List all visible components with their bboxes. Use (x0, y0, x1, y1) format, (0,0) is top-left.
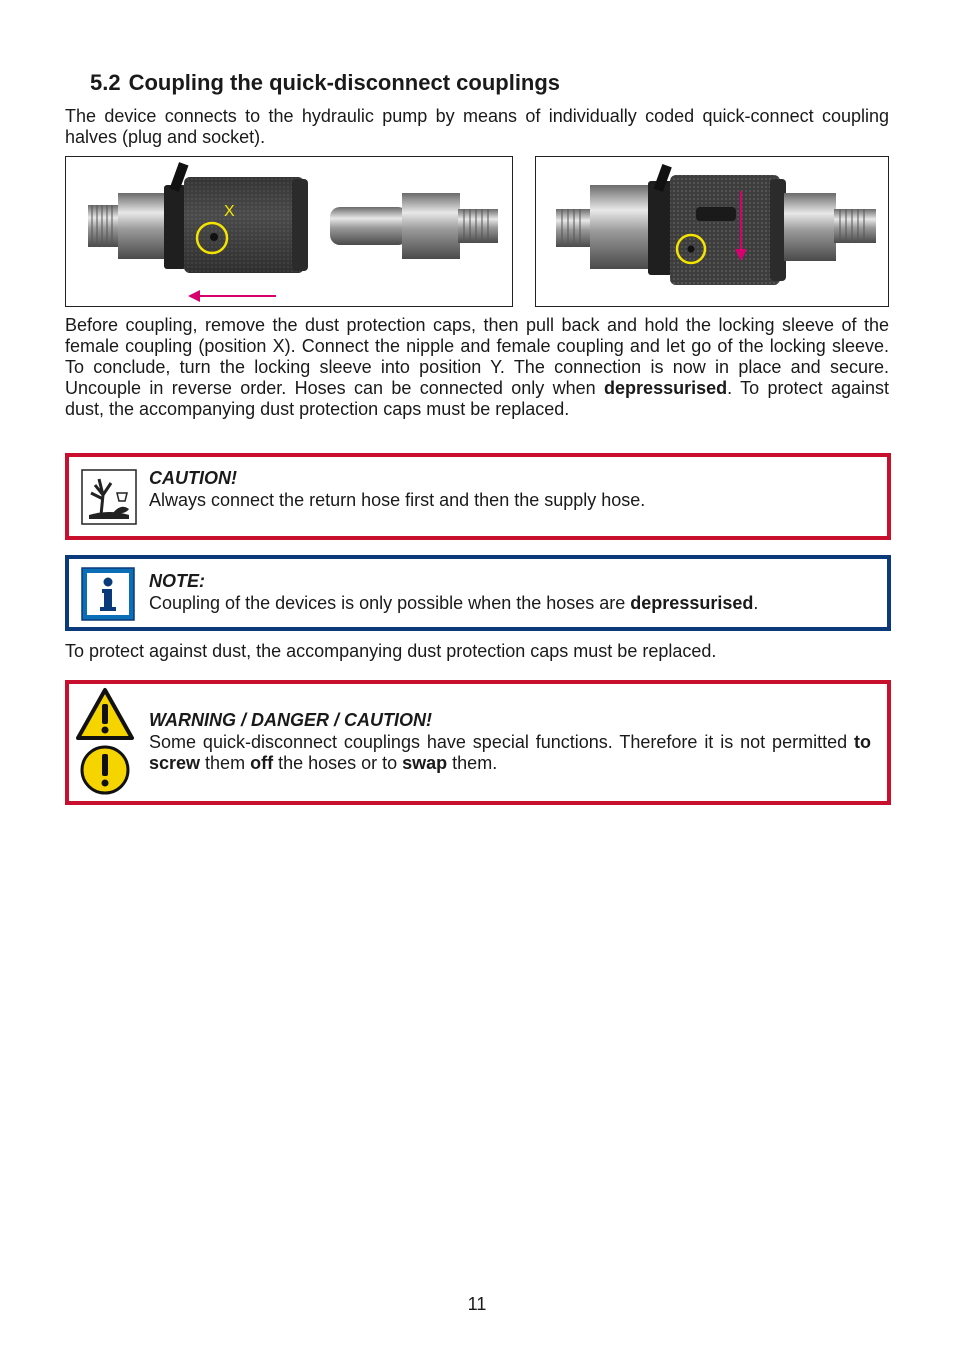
warning-triangle-icon (75, 686, 135, 742)
coupling-coupled-illustration (536, 157, 888, 306)
depressurised-emphasis: depressurised (604, 378, 728, 398)
warning-box (65, 680, 891, 805)
environment-hazard-icon (81, 469, 137, 525)
caution-text: Always connect the return hose first and then the supply hose. (149, 489, 646, 510)
dust-paragraph: To protect against dust, the accompanying dust protection caps must be replaced. (65, 641, 717, 661)
photo-uncoupled (65, 156, 513, 307)
note-box (65, 555, 891, 631)
position-x-label: X (224, 203, 235, 220)
note-heading: NOTE: (149, 571, 205, 591)
section-number: 5.2 (90, 70, 121, 95)
warning-heading: WARNING / DANGER / CAUTION! (149, 710, 432, 730)
warning-text: Some quick-disconnect couplings have special functions. Therefore it is not permitted to screw them off the hoses or to swap them. (149, 731, 871, 773)
section-title: Coupling the quick-disconnect couplings (128, 70, 561, 95)
caution-box (65, 453, 891, 540)
note-text: Coupling of the devices is only possible when the hoses are depressurised. (149, 592, 759, 613)
page-number: 11 (467, 1294, 487, 1314)
danger-exclamation-icon (79, 744, 131, 796)
section-heading (90, 70, 560, 96)
caution-heading: CAUTION! (149, 468, 237, 488)
photo-coupled (535, 156, 889, 307)
coupling-uncoupled-illustration (66, 157, 512, 306)
procedure-paragraph: Before coupling, remove the dust protection caps, then pull back and hold the locking sleeve of the female coupling (position X). Connect the nipple and female coupling and let go of the locking sleeve. To conclude, turn the locking sleeve into position Y. The connection is now in place and secure. Uncouple in reverse order. Hoses can be connected only when depressurised. To protect against dust, the accompanying dust protection caps must be replaced. (65, 315, 889, 419)
info-icon (81, 567, 135, 621)
intro-paragraph: The device connects to the hydraulic pump by means of individually coded quick-connect coupling halves (plug and socket). (65, 106, 889, 147)
